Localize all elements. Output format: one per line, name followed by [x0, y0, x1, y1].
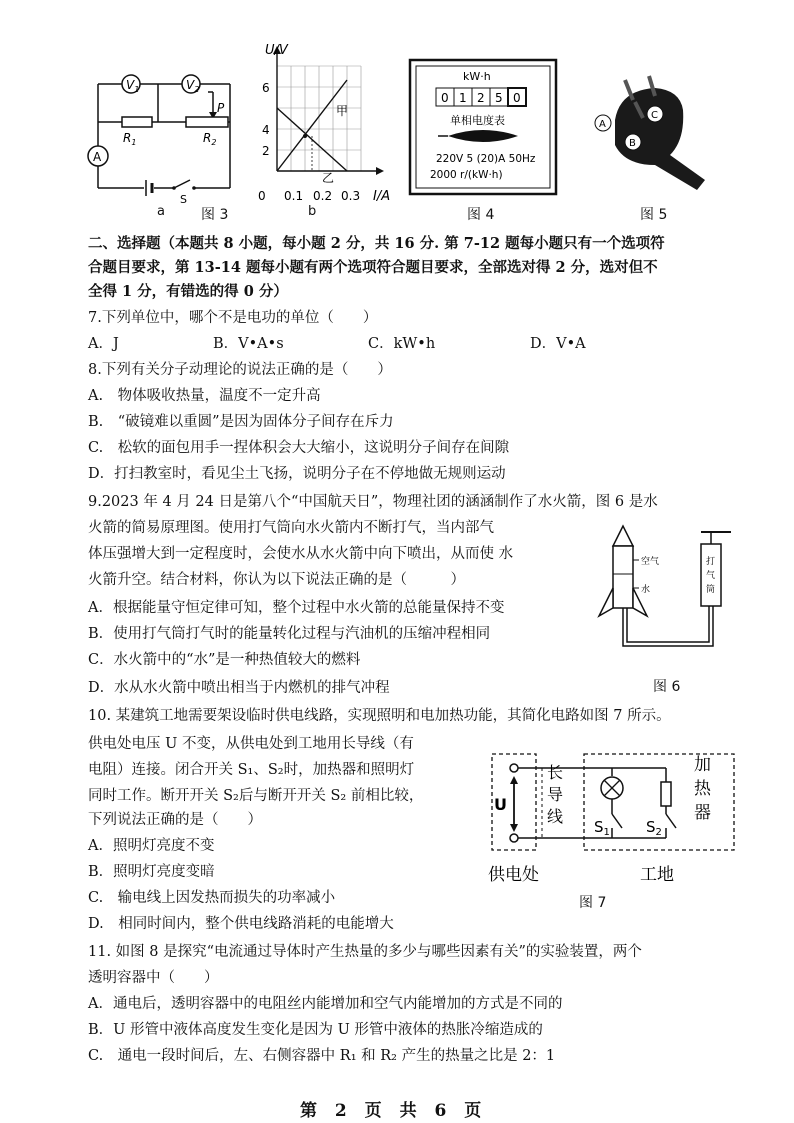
q10-stem-line-1: 10. 某建筑工地需要架设临时供电线路，实现照明和电加热功能，其简化电路如图 7 所示。 — [88, 708, 671, 724]
construction-site-label: 工地 — [640, 865, 674, 884]
q10-stem-line-3: 电阻）连接。闭合开关 S₁、S₂时，加热器和照明灯 — [88, 762, 415, 778]
meter-digit-1: 0 — [441, 91, 449, 105]
q9-option-d: D．水从水火箭中喷出相当于内燃机的排气冲程 — [88, 680, 390, 696]
wire-label-char-3: 线 — [547, 807, 564, 826]
line-jia-label: 甲 — [336, 104, 349, 118]
supply-station-label: 供电处 — [488, 865, 539, 884]
meter-unit: kW·h — [463, 70, 491, 83]
q11-option-c: C. 通电一段时间后，左、右侧容器中 R₁ 和 R₂ 产生的热量之比是 2：1 — [88, 1048, 556, 1064]
q11-stem-line-1: 11. 如图 8 是探究“电流通过导体时产生热量的多少与哪些因素有关”的实验装置，两个 — [88, 944, 642, 960]
q7-option-c: C．kW•h — [368, 336, 436, 352]
q9-stem-line-4: 火箭升空。结合材料，你认为以下说法正确的是（ ） — [88, 572, 465, 588]
x-tick-0.1: 0.1 — [284, 189, 304, 203]
meter-digit-5: 0 — [513, 91, 521, 105]
q7-option-a: A．J — [88, 336, 119, 352]
q10-option-b: B．照明灯亮度变暗 — [88, 864, 215, 880]
figure-5-plug-photo — [585, 70, 725, 195]
q10-stem-line-5: 下列说法正确的是（ ） — [88, 812, 262, 828]
s2-label: S — [646, 818, 656, 836]
x-tick-0.2: 0.2 — [313, 189, 333, 203]
q11-stem-line-2: 透明容器中（ ） — [88, 970, 219, 986]
figure-4-caption: 图 4 — [467, 207, 495, 223]
q8-option-c: C. 松软的面包用手一捏体积会大大缩小，这说明分子间存在间隙 — [88, 440, 510, 456]
ammeter-symbol: A — [93, 150, 102, 164]
figure-7-caption: 图 7 — [579, 895, 607, 911]
q8-option-b: B. “破镜难以重圆”是因为固体分子间存在斥力 — [88, 414, 394, 430]
q9-stem-line-3: 体压强增大到一定程度时，会使水从水火箭中向下喷出，从而使 水 — [88, 546, 514, 562]
s1-subscript: 1 — [603, 827, 610, 838]
figure-3b-graph — [250, 40, 410, 210]
heater-label-char-1: 加 — [694, 755, 711, 775]
q11-option-b: B．U 形管中液体高度发生变化是因为 U 形管中液体的热胀冷缩造成的 — [88, 1022, 543, 1038]
r1-label: R — [123, 131, 132, 145]
section-title-line-1: 二、选择题（本题共 8 小题，每小题 2 分，共 16 分. 第 7-12 题每小题只有一个选项符 — [88, 235, 665, 252]
heater-label-char-2: 热 — [694, 779, 711, 799]
switch-s-label: S — [180, 193, 187, 206]
q10-option-a: A．照明灯亮度不变 — [88, 838, 215, 854]
s1-label: S — [594, 818, 604, 836]
section-title-line-3: 全得 1 分，有错选的得 0 分） — [88, 283, 288, 300]
voltage-u-label: U — [494, 795, 507, 814]
figure-3-caption: 图 3 — [201, 207, 229, 223]
pump-label-char-2: 气 — [706, 571, 716, 581]
plug-pin-c: C — [651, 110, 658, 121]
figure-4-energy-meter — [408, 58, 558, 196]
v1-subscript: 1 — [134, 85, 140, 94]
meter-digit-2: 1 — [459, 91, 467, 105]
meter-digit-3: 2 — [477, 91, 485, 105]
figure-6-water-rocket — [585, 522, 755, 672]
q9-option-c: C．水火箭中的“水”是一种热值较大的燃料 — [88, 652, 361, 668]
page-number-footer: 第 2 页 共 6 页 — [300, 1101, 488, 1121]
svg-text:R1 — [123, 131, 136, 147]
r2-label: R — [203, 131, 212, 145]
x-tick-0.3: 0.3 — [341, 189, 361, 203]
q10-stem-line-2: 供电处电压 U 不变，从供电处到工地用长导线（有 — [88, 736, 414, 752]
y-tick-2: 2 — [262, 144, 270, 158]
q7-option-b: B．V•A•s — [213, 336, 284, 352]
v2-symbol: V — [186, 78, 195, 92]
figure-7-site-circuit — [488, 748, 748, 884]
figure-3a-label: a — [157, 204, 165, 219]
q9-stem-line-1: 9.2023 年 4 月 24 日是第八个“中国航天日”，物理社团的涵涵制作了水火箭，图 6 是水 — [88, 494, 658, 510]
pump-label-char-3: 筒 — [706, 585, 716, 595]
wire-label-char-2: 导 — [547, 785, 564, 804]
y-tick-6: 6 — [262, 81, 270, 95]
q10-option-d: D. 相同时间内，整个供电线路消耗的电能增大 — [88, 916, 394, 932]
slider-p-label: P — [217, 101, 225, 115]
v2-subscript: 2 — [194, 85, 200, 94]
meter-digit-4: 5 — [495, 91, 503, 105]
y-axis-label: U/V — [265, 43, 288, 58]
q8-option-d: D．打扫教室时，看见尘土飞扬，说明分子在不停地做无规则运动 — [88, 466, 506, 482]
section-title-line-2: 合题目要求，第 13-14 题每小题有两个选项符合题目要求，全部选对得 2 分，选对但不 — [88, 259, 658, 276]
svg-text:S1 — [594, 818, 610, 838]
figure-5-caption: 图 5 — [640, 207, 668, 223]
meter-spec-rating: 220V 5 (20)A 50Hz — [436, 153, 536, 165]
q7-stem: 7.下列单位中，哪个不是电功的单位（ ） — [88, 310, 378, 326]
q10-stem-line-4: 同时工作。断开开关 S₂后与断开开关 S₂ 前相比较， — [88, 788, 424, 804]
q9-stem-line-2: 火箭的简易原理图。使用打气筒向水火箭内不断打气，当内部气 — [88, 520, 494, 536]
figure-3b-label: b — [308, 204, 317, 219]
q8-stem: 8.下列有关分子动理论的说法正确的是（ ） — [88, 362, 392, 378]
v1-symbol: V — [126, 78, 135, 92]
line-yi-label: 乙 — [322, 171, 335, 185]
q11-option-a: A．通电后，透明容器中的电阻丝内能增加和空气内能增加的方式是不同的 — [88, 996, 563, 1012]
meter-name: 单相电度表 — [450, 114, 505, 127]
rocket-air-label: 空气 — [641, 557, 660, 567]
s2-subscript: 2 — [655, 827, 662, 838]
meter-spec-revolutions: 2000 r/(kW·h) — [430, 169, 503, 181]
r1-subscript: 1 — [131, 138, 137, 147]
q8-option-a: A. 物体吸收热量，温度不一定升高 — [88, 388, 321, 404]
y-tick-4: 4 — [262, 123, 270, 137]
q10-option-c: C. 输电线上因发热而损失的功率减小 — [88, 890, 336, 906]
plug-pin-a: A — [599, 119, 606, 130]
wire-label-char-1: 长 — [547, 763, 564, 782]
pump-label-char-1: 打 — [706, 557, 716, 567]
r2-subscript: 2 — [211, 138, 217, 147]
q7-option-d: D．V•A — [530, 336, 586, 352]
heater-label-char-3: 器 — [694, 803, 711, 823]
svg-text:R2 — [203, 131, 216, 147]
svg-text:S2 — [646, 818, 662, 838]
x-axis-label: I/A — [373, 189, 391, 204]
x-tick-0: 0 — [258, 189, 266, 203]
figure-6-caption: 图 6 — [653, 679, 681, 695]
q9-option-b: B．使用打气筒打气时的能量转化过程与汽油机的压缩冲程相同 — [88, 626, 491, 642]
plug-pin-b: B — [629, 138, 636, 149]
figure-3a-circuit — [70, 62, 250, 222]
rocket-water-label: 水 — [641, 585, 651, 595]
q9-option-a: A．根据能量守恒定律可知，整个过程中水火箭的总能量保持不变 — [88, 600, 505, 616]
